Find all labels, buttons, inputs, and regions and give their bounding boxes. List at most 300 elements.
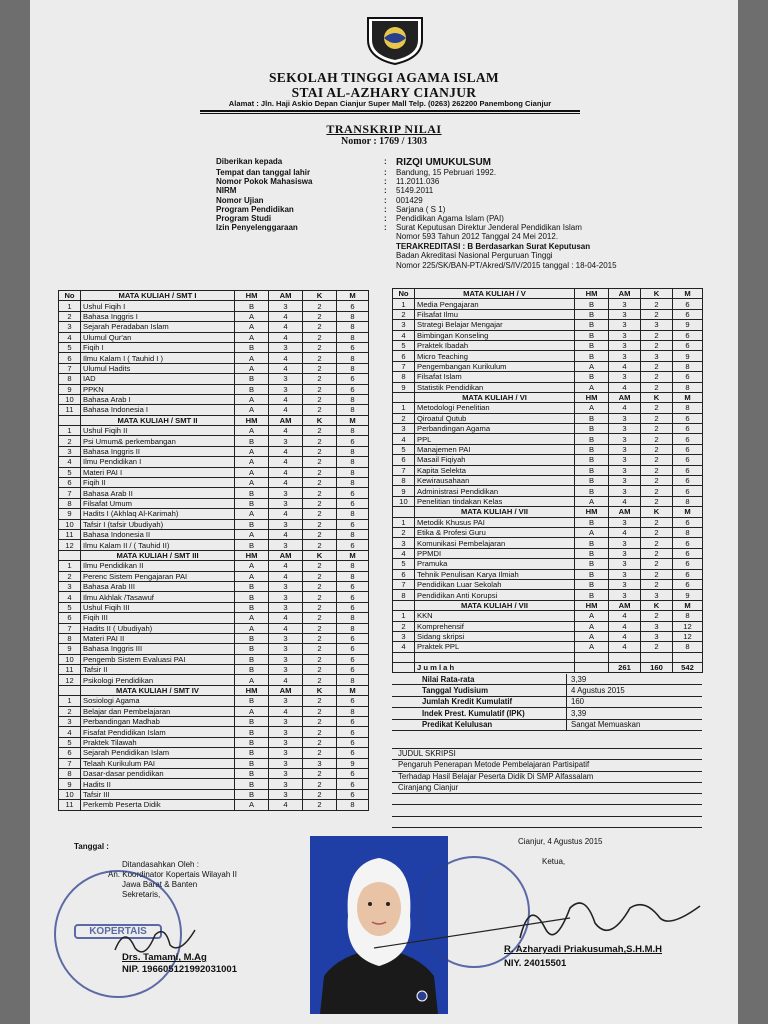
course-am: 4 (269, 446, 303, 456)
course-name: Bahasa Inggris III (81, 644, 235, 654)
course-m: 8 (337, 322, 369, 332)
course-name: Dasar-dasar pendidikan (81, 768, 235, 778)
course-m: 8 (337, 363, 369, 373)
course-m: 6 (337, 696, 369, 706)
course-am: 3 (269, 748, 303, 758)
course-am: 3 (609, 413, 641, 423)
course-hm: B (235, 727, 269, 737)
course-am: 3 (609, 538, 641, 548)
course-name: Perbandingan Agama (415, 424, 575, 434)
semester-title: MATA KULIAH / V (415, 289, 575, 299)
course-no: 2 (393, 527, 415, 537)
course-k: 2 (641, 527, 673, 537)
course-am: 3 (269, 768, 303, 778)
course-k: 2 (641, 299, 673, 309)
course-m: 8 (337, 613, 369, 623)
semester-header-row (393, 289, 703, 299)
course-m: 6 (337, 727, 369, 737)
course-no: 5 (393, 340, 415, 350)
course-no: 4 (393, 330, 415, 340)
course-k: 2 (303, 644, 337, 654)
course-name: Filsafat Umum (81, 498, 235, 508)
col-hm-header: HM (235, 291, 269, 301)
course-hm: B (575, 351, 609, 361)
course-no: 10 (59, 789, 81, 799)
course-am: 3 (269, 727, 303, 737)
course-name: Fisafat Pendidikan Islam (81, 727, 235, 737)
course-am: 3 (269, 540, 303, 550)
course-m: 8 (337, 311, 369, 321)
course-am: 4 (609, 527, 641, 537)
info-row: Nomor Ujian : 001429 (216, 195, 423, 205)
course-hm: B (575, 330, 609, 340)
course-no: 3 (393, 538, 415, 548)
course-name: Ushul Fiqih III (81, 602, 235, 612)
course-hm: B (575, 372, 609, 382)
course-no: 5 (59, 737, 81, 747)
col-hm-header: HM (235, 550, 269, 560)
course-k: 2 (641, 340, 673, 350)
course-am: 3 (269, 633, 303, 643)
course-no: 1 (393, 299, 415, 309)
course-m: 6 (337, 665, 369, 675)
course-no: 12 (59, 540, 81, 550)
course-m: 6 (337, 592, 369, 602)
course-name: Materi PAI II (81, 633, 235, 643)
course-k: 2 (303, 706, 337, 716)
course-row (59, 322, 369, 332)
course-m: 9 (673, 320, 703, 330)
course-row (59, 509, 369, 519)
course-name: Psikologi Pendidikan (81, 675, 235, 685)
course-k: 2 (641, 579, 673, 589)
course-hm: A (575, 621, 609, 631)
col-no-header (59, 685, 81, 695)
course-am: 3 (269, 654, 303, 664)
course-name: Praktek Tilawah (81, 737, 235, 747)
course-name: Perenc Sistem Pengajaran PAI (81, 571, 235, 581)
col-k-header: K (641, 392, 673, 402)
course-name: Media Pengajaran (415, 299, 575, 309)
course-no: 7 (393, 465, 415, 475)
course-k: 2 (303, 581, 337, 591)
course-hm: B (235, 644, 269, 654)
course-no: 10 (393, 496, 415, 506)
course-am: 4 (269, 311, 303, 321)
course-am: 4 (269, 322, 303, 332)
course-row (59, 374, 369, 384)
course-m: 6 (673, 559, 703, 569)
course-name: Perbandingan Madhab (81, 717, 235, 727)
course-hm: B (575, 309, 609, 319)
thesis-line: Ciranjang Cianjur (392, 783, 702, 794)
course-k: 2 (303, 457, 337, 467)
course-am: 4 (609, 621, 641, 631)
course-no: 1 (59, 561, 81, 571)
course-k: 2 (303, 426, 337, 436)
course-am: 3 (269, 758, 303, 768)
course-am: 3 (269, 301, 303, 311)
course-m: 8 (673, 611, 703, 621)
course-row (393, 538, 703, 548)
course-row (59, 561, 369, 571)
course-name: Ulumul Qur'an (81, 332, 235, 342)
semester-header-row (59, 685, 369, 695)
course-name: Pendidikan Anti Korupsi (415, 590, 575, 600)
course-am: 3 (269, 581, 303, 591)
course-name: Pendidikan Luar Sekolah (415, 579, 575, 589)
totals-row (393, 663, 703, 673)
course-k: 2 (303, 374, 337, 384)
institution-name: SEKOLAH TINGGI AGAMA ISLAM (269, 70, 499, 85)
col-m-header: M (337, 550, 369, 560)
course-m: 6 (337, 384, 369, 394)
course-row (59, 644, 369, 654)
course-m: 8 (337, 509, 369, 519)
col-hm-header: HM (575, 392, 609, 402)
col-am-header: AM (609, 392, 641, 402)
course-name: Sejarah Peradaban Islam (81, 322, 235, 332)
course-hm: B (575, 320, 609, 330)
course-hm: A (235, 394, 269, 404)
course-am: 3 (609, 590, 641, 600)
course-am: 3 (609, 330, 641, 340)
course-k: 2 (641, 413, 673, 423)
course-m: 6 (673, 476, 703, 486)
course-m (673, 652, 703, 662)
left-signer-nip: NIP. 196605121992031001 (122, 964, 237, 975)
col-no-header: No (59, 291, 81, 301)
course-am: 4 (269, 478, 303, 488)
semester-header-row (393, 507, 703, 517)
course-name: Metodik Khusus PAI (415, 517, 575, 527)
course-am: 4 (269, 800, 303, 810)
course-row (59, 737, 369, 747)
course-am: 3 (269, 384, 303, 394)
course-no: 2 (59, 571, 81, 581)
course-name: Ushul Fiqih I (81, 301, 235, 311)
course-row (59, 571, 369, 581)
course-m: 6 (673, 579, 703, 589)
course-name: Psi Umum& perkembangan (81, 436, 235, 446)
license-line: Nomor 593 Tahun 2012 Tanggal 24 Mei 2012. (396, 232, 559, 242)
course-am: 4 (609, 403, 641, 413)
course-k: 2 (303, 509, 337, 519)
course-am: 3 (269, 696, 303, 706)
course-m: 6 (337, 342, 369, 352)
course-k: 2 (303, 488, 337, 498)
course-no: 3 (59, 322, 81, 332)
col-am-header: AM (609, 600, 641, 610)
course-k: 2 (303, 436, 337, 446)
course-m: 8 (337, 623, 369, 633)
course-no: 7 (59, 758, 81, 768)
course-no: 7 (59, 488, 81, 498)
course-hm: B (235, 384, 269, 394)
info-row: Program Pendidikan : Sarjana ( S 1) (216, 204, 446, 214)
course-row (59, 426, 369, 436)
course-no: 2 (393, 309, 415, 319)
course-hm: B (235, 654, 269, 664)
course-hm: B (235, 789, 269, 799)
course-name: Ushul Fiqih II (81, 426, 235, 436)
course-m: 6 (337, 748, 369, 758)
course-row (59, 665, 369, 675)
course-am: 4 (269, 613, 303, 623)
course-row (59, 602, 369, 612)
course-no: 5 (59, 467, 81, 477)
course-k: 2 (303, 748, 337, 758)
course-no: 8 (393, 476, 415, 486)
course-k: 2 (303, 800, 337, 810)
course-k (641, 652, 673, 662)
course-k: 2 (303, 717, 337, 727)
course-am (609, 652, 641, 662)
course-k: 2 (303, 696, 337, 706)
course-m: 6 (337, 488, 369, 498)
course-am: 3 (269, 665, 303, 675)
course-row (59, 457, 369, 467)
course-name: Sosiologi Agama (81, 696, 235, 706)
course-k: 2 (641, 434, 673, 444)
course-k: 2 (303, 665, 337, 675)
course-m: 6 (337, 633, 369, 643)
course-m: 8 (337, 800, 369, 810)
course-hm: B (235, 488, 269, 498)
course-name: Ilmu Kalam I ( Tauhid I ) (81, 353, 235, 363)
semester-header-row (59, 550, 369, 560)
course-hm: B (235, 374, 269, 384)
course-k: 2 (641, 330, 673, 340)
course-no: 5 (59, 342, 81, 352)
semester-title: MATA KULIAH / VI (415, 392, 575, 402)
course-row (393, 590, 703, 600)
course-m: 6 (673, 434, 703, 444)
course-k: 2 (641, 548, 673, 558)
course-no: 6 (393, 569, 415, 579)
course-row (393, 631, 703, 641)
course-m: 6 (337, 602, 369, 612)
course-m: 6 (673, 538, 703, 548)
col-k-header: K (303, 685, 337, 695)
course-am: 4 (609, 642, 641, 652)
course-hm: B (575, 517, 609, 527)
course-name: Sejarah Pendidikan Islam (81, 748, 235, 758)
course-row (393, 579, 703, 589)
summary-row: Predikat Kelulusan Sangat Memuaskan (392, 720, 702, 731)
course-row (393, 299, 703, 309)
course-no: 4 (393, 434, 415, 444)
course-am: 3 (269, 644, 303, 654)
transcript-page (30, 0, 738, 1024)
course-name: Ilmu Pendidikan II (81, 561, 235, 571)
course-no: 1 (393, 517, 415, 527)
col-k-header: K (303, 550, 337, 560)
course-m: 8 (673, 403, 703, 413)
course-am: 3 (609, 351, 641, 361)
course-name: Praktek Ibadah (415, 340, 575, 350)
course-m: 8 (337, 478, 369, 488)
course-no: 8 (59, 768, 81, 778)
course-name: Manajemen PAI (415, 444, 575, 454)
col-m-header: M (673, 507, 703, 517)
course-row (59, 800, 369, 810)
course-no: 8 (393, 372, 415, 382)
course-hm: B (235, 342, 269, 352)
course-hm: A (575, 642, 609, 652)
course-k: 3 (641, 320, 673, 330)
course-row (59, 706, 369, 716)
course-name: Pramuka (415, 559, 575, 569)
course-k: 2 (641, 538, 673, 548)
col-k-header: K (303, 291, 337, 301)
kopertis-line: An. Koordinator Kopertais Wilayah II (108, 870, 237, 879)
course-hm: B (575, 579, 609, 589)
course-no: 5 (393, 559, 415, 569)
course-name: Praktek PPL (415, 642, 575, 652)
right-signer-niy: NIY. 24015501 (504, 958, 567, 969)
course-m: 8 (337, 457, 369, 467)
course-name: KKN (415, 611, 575, 621)
course-am: 3 (269, 789, 303, 799)
course-no: 9 (59, 644, 81, 654)
course-am: 3 (609, 340, 641, 350)
course-hm: B (235, 665, 269, 675)
course-no: 3 (393, 424, 415, 434)
course-k: 2 (641, 382, 673, 392)
course-k: 2 (303, 332, 337, 342)
course-m: 6 (673, 517, 703, 527)
course-k: 2 (303, 623, 337, 633)
course-hm: B (235, 768, 269, 778)
course-no: 10 (59, 654, 81, 664)
course-name: Hadits II ( Ubudiyah) (81, 623, 235, 633)
course-am: 4 (269, 561, 303, 571)
course-row (393, 424, 703, 434)
course-row (393, 548, 703, 558)
course-k: 2 (303, 633, 337, 643)
course-name: Kewirausahaan (415, 476, 575, 486)
summary-row: Indek Prest. Kumulatif (IPK) 3,39 (392, 708, 702, 719)
course-m: 6 (673, 309, 703, 319)
course-am: 3 (609, 320, 641, 330)
course-m: 6 (673, 444, 703, 454)
course-row (59, 758, 369, 768)
accreditation-line: Nomor 225/SK/BAN-PT/Akred/S/IV/2015 tanggal : 18-04-2015 (396, 260, 617, 270)
course-am: 3 (609, 559, 641, 569)
totals-label: J u m l a h (415, 663, 575, 673)
course-name: Micro Teaching (415, 351, 575, 361)
thesis-line: Terhadap Hasil Belajar Peserta Didik Di SMP Alfassalam (392, 772, 702, 783)
course-name: Tehnik Penulisan Karya Ilmiah (415, 569, 575, 579)
course-name: Bahasa Indonesia II (81, 529, 235, 539)
course-k: 2 (303, 405, 337, 415)
course-hm: A (235, 353, 269, 363)
course-hm: A (235, 623, 269, 633)
course-k: 2 (303, 363, 337, 373)
course-hm: A (235, 706, 269, 716)
col-no-header: No (393, 289, 415, 299)
course-name: Tafsir II (81, 665, 235, 675)
course-am: 4 (269, 426, 303, 436)
course-no: 2 (59, 436, 81, 446)
course-m: 8 (337, 529, 369, 539)
course-hm (575, 652, 609, 662)
course-hm: B (575, 486, 609, 496)
course-k: 2 (641, 569, 673, 579)
course-hm: B (235, 717, 269, 727)
course-no: 2 (393, 413, 415, 423)
course-am: 3 (609, 372, 641, 382)
course-m: 8 (337, 561, 369, 571)
course-row (393, 559, 703, 569)
course-name (415, 652, 575, 662)
course-name: Perkemb Peserta Didik (81, 800, 235, 810)
course-k: 2 (303, 342, 337, 352)
course-am: 3 (269, 374, 303, 384)
course-row (59, 654, 369, 664)
thesis-heading: JUDUL SKRIPSI (392, 749, 702, 760)
course-k: 2 (303, 540, 337, 550)
course-no: 9 (59, 779, 81, 789)
course-row (393, 455, 703, 465)
course-no: 10 (59, 519, 81, 529)
course-no: 11 (59, 405, 81, 415)
course-k: 2 (303, 519, 337, 529)
course-k: 2 (641, 465, 673, 475)
course-am: 4 (269, 529, 303, 539)
col-no-header (393, 392, 415, 402)
course-k: 2 (641, 455, 673, 465)
totals-k: 160 (641, 663, 673, 673)
course-no: 7 (59, 363, 81, 373)
course-k: 2 (303, 446, 337, 456)
course-no: 10 (59, 394, 81, 404)
course-row (59, 529, 369, 539)
place-date: Cianjur, 4 Agustus 2015 (518, 837, 603, 846)
course-no: 8 (59, 374, 81, 384)
col-m-header: M (337, 291, 369, 301)
course-name: Hadits II (81, 779, 235, 789)
course-no: 3 (59, 717, 81, 727)
course-hm: B (575, 455, 609, 465)
col-no-header (393, 507, 415, 517)
grades-table-right (392, 288, 703, 673)
course-hm: A (575, 631, 609, 641)
info-row: Program Studi : Pendidikan Agama Islam (PAI) (216, 214, 504, 224)
course-hm: B (235, 540, 269, 550)
course-k: 2 (303, 301, 337, 311)
course-name: Telaah Kurikulum PAI (81, 758, 235, 768)
course-no: 2 (393, 621, 415, 631)
course-m: 6 (337, 737, 369, 747)
totals-blank (393, 663, 415, 673)
course-no: 1 (59, 426, 81, 436)
course-hm: B (235, 696, 269, 706)
course-am: 4 (609, 496, 641, 506)
course-no: 9 (59, 509, 81, 519)
course-am: 3 (609, 517, 641, 527)
course-name: Statistik Pendidikan (415, 382, 575, 392)
course-hm: B (235, 519, 269, 529)
semester-title: MATA KULIAH / SMT IV (81, 685, 235, 695)
grade-summary (392, 674, 702, 731)
course-name: Administrasi Pendidikan (415, 486, 575, 496)
institution-logo-icon (362, 10, 428, 66)
course-hm: A (575, 611, 609, 621)
semester-header-row (59, 415, 369, 425)
course-row (59, 633, 369, 643)
